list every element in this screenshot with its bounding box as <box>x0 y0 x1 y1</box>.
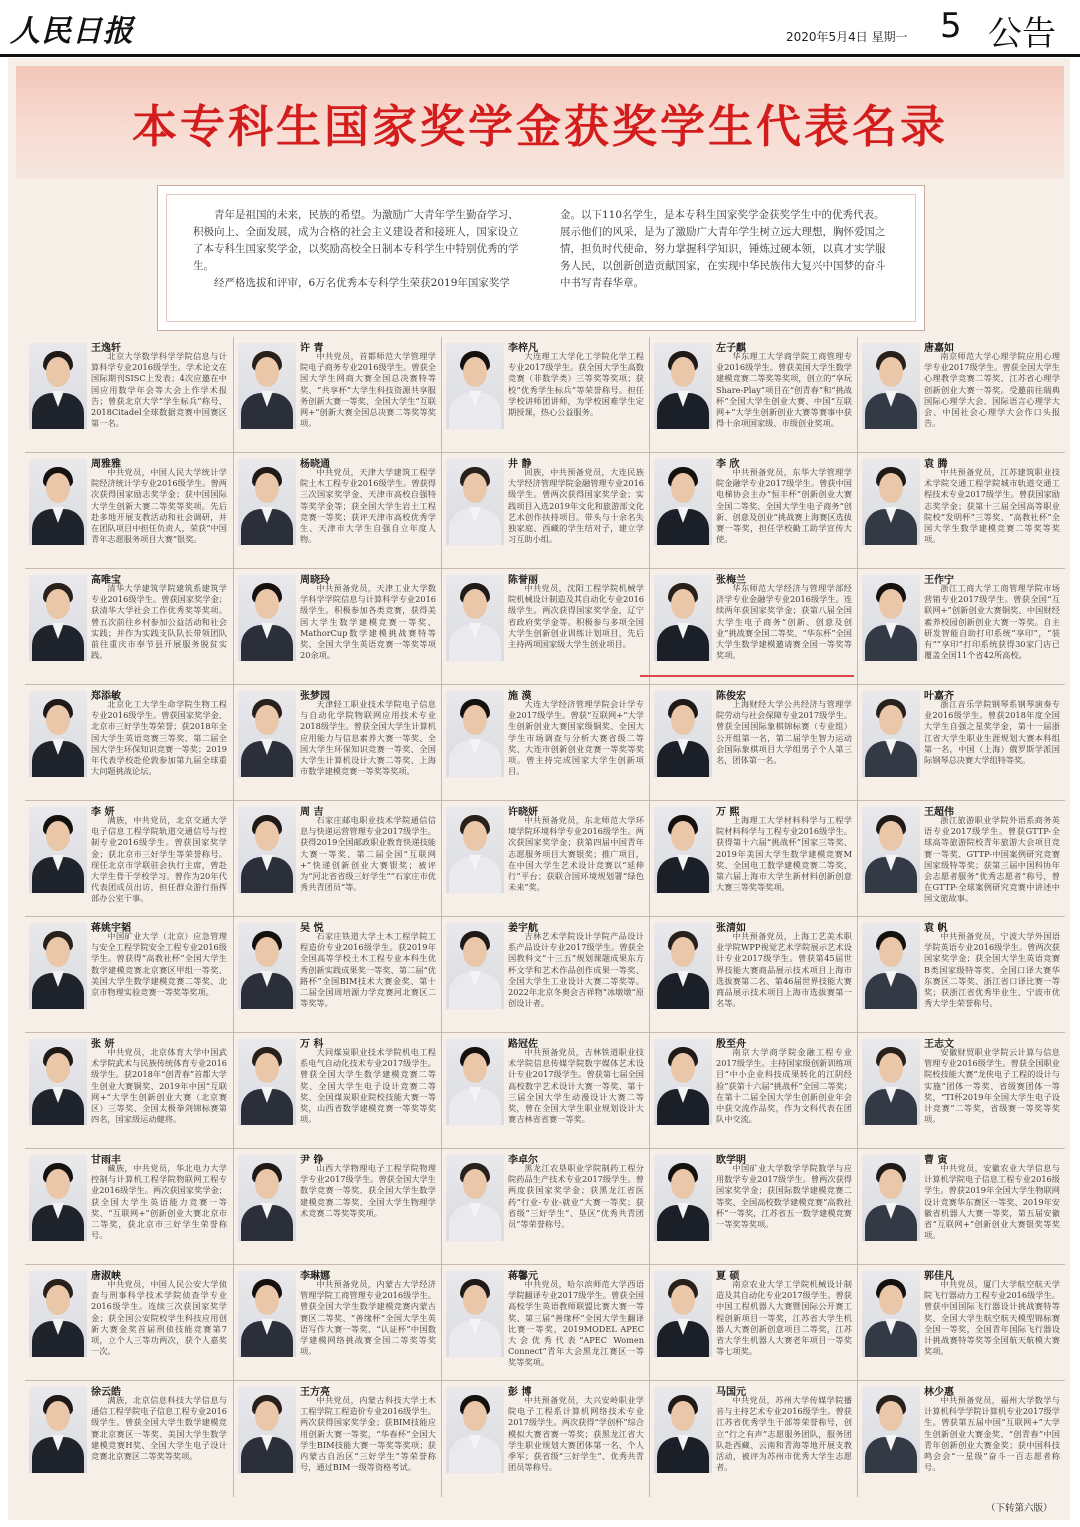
student-name: 王超伟 <box>924 807 954 818</box>
student-photo <box>654 459 712 545</box>
face-shape <box>255 589 279 619</box>
student-bio: 中共预备党员，内蒙古大学经济管理学院工商管理专业2016级学生。曾获全国大学生数学建模竞赛内蒙古赛区二等奖、“善缘杯”全国大学生英语写作大赛一等奖、“认证杯”中国数学建模网络挑战赛全国二等奖等奖项。 <box>300 1279 436 1357</box>
student-bio: 中共预备党员，江苏建筑职业技术学院交通工程学院城市轨道交通工程技术专业2017级学生。曾获国家励志奖学金；获第十三届全国高等职业院校“发明杯”三等奖、“高教社杯”全国大学生数学建模竞赛二等奖等奖项。 <box>924 467 1060 545</box>
student-name: 林少惠 <box>924 1387 954 1398</box>
student-photo <box>29 691 87 777</box>
page-title: 本专科生国家奖学金获奖学生代表名录 <box>131 100 948 153</box>
row-divider <box>25 1148 1065 1149</box>
student-bio: 浙江旅游职业学院外语系商务英语专业2017级学生。曾获GTTP-全球高等旅游院校青年旅游大会项目竞赛一等奖、GTTP-中国案例研究竞赛国家级特等奖；获第三届中国科协年会志愿者服务“优秀志愿者”称号，曾在GTTP-全球案例研究竞赛中讲述中国文旅故事。 <box>924 815 1060 904</box>
student-name: 唐淑峡 <box>91 1271 121 1282</box>
student-photo <box>446 691 504 777</box>
student-card <box>649 1265 858 1381</box>
student-name: 袁 腾 <box>924 459 948 470</box>
student-bio: 吉林艺术学院设计学院产品设计系产品设计专业2017级学生。曾获全国教科文“十三五”规划课题成果东方杯文学和艺术作品创作成果一等奖、全国大学生工业设计大赛二等奖等。2022年北京冬奥会吉祥物“冰墩墩”原创设计者。 <box>508 931 644 1009</box>
student-card <box>441 1033 650 1149</box>
student-card <box>857 1381 1066 1497</box>
student-bio: 中国矿业大学（北京）应急管理与安全工程学院安全工程专业2016级学生。曾获得“高教社杯”全国大学生数学建模竞赛北京赛区甲组一等奖、美国大学生数学建模竞赛二等奖、北京市物理实验竞赛一等奖等奖项。 <box>91 931 227 998</box>
student-bio: 华东师范大学经济与管理学部经济学专业金融学专业2016级学生。连续两年获国家奖学金；获第八届全国大学生电子商务“创新、创意及创业”挑战赛全国二等奖、“华东杯”全国大学生数学建模邀请赛全国一等奖等奖项。 <box>716 583 852 661</box>
student-card <box>25 1033 233 1149</box>
student-card <box>857 1265 1066 1381</box>
student-name: 王方亮 <box>300 1387 330 1398</box>
student-card <box>441 801 650 917</box>
student-name: 王逸轩 <box>91 343 121 354</box>
student-bio: 中共党员，安徽农业大学信息与计算机学院电子信息工程专业2016级学生。曾获2019年全国大学生物联网设计竞赛华东赛区一等奖、2019年安徽省机器人大赛一等奖，第五届安徽省“互联网+”创新创业大赛银奖等奖项。 <box>924 1163 1060 1241</box>
face-shape <box>671 821 695 851</box>
student-photo <box>446 343 504 429</box>
student-name: 李 妍 <box>91 807 115 818</box>
student-card <box>649 337 858 453</box>
student-card <box>857 801 1066 917</box>
student-name: 周 吉 <box>300 807 324 818</box>
face-shape <box>255 473 279 503</box>
row-divider <box>25 568 1065 569</box>
student-card <box>233 1033 442 1149</box>
student-bio: 中共预备党员，东北师范大学环境学院环境科学专业2016级学生。两次获国家奖学金；获第四届中国青年志愿服务项目大赛银奖；推广项目，在中国大学生艺术设计竞赛以“延伸行”平台；获联合国环境规划署“绿色未来”奖。 <box>508 815 644 893</box>
student-card <box>441 337 650 453</box>
student-card <box>441 1265 650 1381</box>
student-card <box>857 1149 1066 1265</box>
face-shape <box>671 937 695 967</box>
student-card <box>649 801 858 917</box>
student-photo <box>654 575 712 661</box>
student-name: 陈誉丽 <box>508 575 538 586</box>
student-photo <box>654 1155 712 1241</box>
face-shape <box>671 705 695 735</box>
student-card <box>857 337 1066 453</box>
student-bio: 中共党员，苏州大学传媒学院播音与主持艺术专业2016级学生。曾获江苏省优秀学生干部等荣誉称号，创立“行之有声”志愿服务团队，服务团队赴西藏、云南和青海等地开展支教活动，被评为苏州市优秀大学生志愿者。 <box>716 1395 852 1473</box>
student-photo <box>654 1387 712 1473</box>
student-photo <box>654 1039 712 1125</box>
face-shape <box>879 1401 903 1431</box>
student-bio: 中共预备党员，大兴安岭职业学院电子工程系计算机网络技术专业2017级学生。两次获得“学创杯”综合模拟大赛省赛一等奖；获黑龙江省大学生职业规划大赛团体第一名、个人季军；获省级“三好学生”、优秀共青团员等称号。 <box>508 1395 644 1473</box>
face-shape <box>879 821 903 851</box>
face-shape <box>879 473 903 503</box>
student-card <box>857 453 1066 569</box>
student-card <box>233 801 442 917</box>
face-shape <box>463 1053 487 1083</box>
student-card <box>857 1033 1066 1149</box>
student-photo <box>862 923 920 1009</box>
face-shape <box>255 1401 279 1431</box>
student-name: 甘雨丰 <box>91 1155 121 1166</box>
student-card <box>233 917 442 1033</box>
student-photo <box>862 575 920 661</box>
face-shape <box>879 1285 903 1315</box>
face-shape <box>879 937 903 967</box>
student-card <box>649 1381 858 1497</box>
student-name: 唐嘉如 <box>924 343 954 354</box>
student-card <box>857 685 1066 801</box>
student-name: 高唯宝 <box>91 575 121 586</box>
student-photo <box>654 923 712 1009</box>
student-bio: 中共党员，哈尔滨师范大学西语学院翻译专业2017级学生。曾获全国高校学生英语教师联盟比赛大赛一等奖、第三届“善缘杯”全国大学生翻译比赛一等奖，2019MODEL APEC大会优秀代表“APEC Women Connect”青年大会黑龙江赛区一等奖等奖项。 <box>508 1279 644 1368</box>
student-name: 陈俊宏 <box>716 691 746 702</box>
student-name: 李琳娜 <box>300 1271 330 1282</box>
student-bio: 回族，中共预备党员，大连民族大学经济管理学院金融管理专业2016级学生。曾两次获得国家奖学金；实践项目入选2019年文化和旅游部文化艺术创作扶持项目。带头与十余名失独家庭、西藏的学生结对子，建立学习互助小组。 <box>508 467 644 545</box>
face-shape <box>255 357 279 387</box>
student-card <box>649 685 858 801</box>
student-bio: 南京师范大学心理学院应用心理学专业2017级学生。曾获全国大学生心理教学竞赛二等奖、江苏省心理学创新创业大赛一等奖。受邀前往瑞典国际心理学大会、国际语言心理学大会、中国社会心理学大会作口头报告。 <box>924 351 1060 429</box>
student-name: 叶嘉齐 <box>924 691 954 702</box>
face-shape <box>463 589 487 619</box>
student-photo <box>654 807 712 893</box>
student-card <box>233 1149 442 1265</box>
student-bio: 北京化工大学生命学院生物工程专业2016级学生。曾获国家奖学金、北京市三好学生等荣誉；获2018年全国大学生英语竞赛三等奖、第二届全国大学生环保知识竞赛一等奖；2019年代表学校赴伦敦参加第九届全球重大问题挑战论坛。 <box>91 699 227 777</box>
student-name: 李梓凡 <box>508 343 538 354</box>
face-shape <box>671 1053 695 1083</box>
student-bio: 南京大学商学院金融工程专业2017级学生。主持国家级创新训练项目“中小企业科技成果转化的江阴经验”获第十六届“挑战杯”全国二等奖；在第十二届全国大学生创新创业年会中获交流作品奖，作为文科代表在团队中交流。 <box>716 1047 852 1125</box>
student-photo <box>29 807 87 893</box>
student-photo <box>862 343 920 429</box>
student-photo <box>238 459 296 545</box>
student-card <box>25 917 233 1033</box>
face-shape <box>671 1169 695 1199</box>
student-photo <box>862 1155 920 1241</box>
student-name: 左子麒 <box>716 343 746 354</box>
section-name: 公告 <box>988 14 1056 54</box>
student-card <box>25 337 233 453</box>
student-bio: 黑龙江农垦职业学院制药工程分院药品生产技术专业2017级学生。曾两度获国家奖学金；获黑龙江省医药“行业-专业-就业”大赛一等奖；获省级“三好学生”、垦区“优秀共青团员”等荣誉称号。 <box>508 1163 644 1230</box>
newspaper-logo: 人民日报 <box>10 14 134 49</box>
student-name: 欧学明 <box>716 1155 746 1166</box>
student-card <box>25 453 233 569</box>
student-photo <box>654 343 712 429</box>
student-photo <box>654 691 712 777</box>
student-card <box>441 917 650 1033</box>
student-card <box>233 1381 442 1497</box>
student-name: 施 漠 <box>508 691 532 702</box>
student-name: 周雅雅 <box>91 459 121 470</box>
student-bio: 清华大学建筑学院建筑系建筑学专业2016级学生。曾获国家奖学金；获清华大学社会工作优秀奖等奖项。曾五次前往乡村参加公益活动和社会实践；并作为实践支队队长带领团队前往重庆市奉节县开展服务脱贫实践。 <box>91 583 227 661</box>
student-photo <box>446 807 504 893</box>
student-name: 姜宇航 <box>508 923 538 934</box>
student-card <box>649 1033 858 1149</box>
student-name: 尹 铮 <box>300 1155 324 1166</box>
issue-date: 2020年5月4日 星期一 <box>786 30 908 44</box>
student-card <box>233 569 442 685</box>
student-photo <box>862 691 920 777</box>
row-divider <box>25 1380 1065 1381</box>
student-bio: 满族，北京信息科技大学信息与通信工程学院电子信息工程专业2016级学生。曾获全国大学生数学建模竞赛北京赛区一等奖、美国大学生数学建模竞赛H奖、全国大学生电子设计竞赛北京赛区二等奖等奖项。 <box>91 1395 227 1462</box>
student-name: 李卓尔 <box>508 1155 538 1166</box>
student-card <box>649 1149 858 1265</box>
student-card <box>25 1381 233 1497</box>
student-photo <box>29 343 87 429</box>
student-name: 袁 帆 <box>924 923 948 934</box>
student-name: 郑添敏 <box>91 691 121 702</box>
face-shape <box>671 1285 695 1315</box>
student-name: 曹 寅 <box>924 1155 948 1166</box>
student-bio: 中共预备党员，东华大学管理学院金融学专业2017级学生。曾获中国电梯协会主办“恒丰杯”创新创业大赛全国二等奖、全国大学生电子商务“创新、创意及创业”挑战赛上海赛区选拔赛一等奖，担任学校勤工助学宣传大使。 <box>716 467 852 545</box>
student-photo <box>862 459 920 545</box>
student-bio: 中共党员，首都师范大学管理学院电子商务专业2016级学生。曾获全国大学生网商大赛全国总决赛特等奖、“共享杯”大学生科技资源共享服务创新大赛一等奖、全国大学生“互联网+”创新大赛全国总决赛二等奖等奖项。 <box>300 351 436 429</box>
face-shape <box>671 589 695 619</box>
face-shape <box>463 357 487 387</box>
student-bio: 石家庄邮电职业技术学院通信信息与快递运营管理专业2017级学生。获得2019全国邮政职业教育快递技能大赛一等奖、第二届全国“互联网+”快递创新创业大赛银奖；被评为“河北省省级三好学生”“石家庄市优秀共青团员”等。 <box>300 815 436 893</box>
student-name: 杨晓通 <box>300 459 330 470</box>
student-card <box>857 569 1066 685</box>
student-bio: 南京农业大学工学院机械设计制造及其自动化专业2017级学生。曾获中国工程机器人大赛暨国际公开赛工程创新项目一等奖，江苏省大学生机器人大赛创新创意项目二等奖，江苏省大学生机器人大赛老年项目一等奖等七项奖。 <box>716 1279 852 1357</box>
student-name: 夏 硕 <box>716 1271 740 1282</box>
student-bio: 大连理工大学化工学院化学工程专业2017级学生。获全国大学生高数竞赛（非数学类）三等奖等奖项；获校“优秀学生标兵”等荣誉称号。担任学校讲师团讲师，为学校困难学生定期授课，热心公益服务。 <box>508 351 644 418</box>
row-divider <box>25 684 1065 685</box>
student-name: 王作宁 <box>924 575 954 586</box>
student-photo <box>862 1039 920 1125</box>
student-card <box>649 569 858 685</box>
student-name: 徐云皓 <box>91 1387 121 1398</box>
student-bio: 中共党员，沈阳工程学院机械学院机械设计制造及其自动化专业2016级学生。两次获得国家奖学金，辽宁省政府奖学金等。积极参与多项全国大学生创新创业训练计划项目，先后主持两项国家级大学生创业项目。 <box>508 583 644 650</box>
student-photo <box>238 807 296 893</box>
student-bio: 中共党员，内蒙古科技大学土木工程学院工程造价专业2016级学生。两次获得国家奖学金；获BIM技能应用创新大赛一等奖，“华春杯”全国大学生BIM技能大赛一等奖等奖项；获内蒙古自治区“三好学生”等荣誉称号，通过BIM一级等资格考试。 <box>300 1395 436 1473</box>
face-shape <box>463 473 487 503</box>
student-photo <box>446 1155 504 1241</box>
student-name: 许 青 <box>300 343 324 354</box>
face-shape <box>879 357 903 387</box>
student-photo <box>446 1271 504 1357</box>
student-bio: 中共预备党员，吉林铁道职业技术学院信息传媒学院数字媒体艺术设计专业2017级学生。曾获第七届全国高校数字艺术设计大赛一等奖、第十三届全国大学生动漫设计大赛二等奖，曾在全国大学生职业规划设计大赛吉林省省赛一等奖。 <box>508 1047 644 1125</box>
face-shape <box>879 705 903 735</box>
face-shape <box>671 473 695 503</box>
face-shape <box>463 705 487 735</box>
student-card <box>25 569 233 685</box>
row-divider <box>25 1032 1065 1033</box>
face-shape <box>46 357 70 387</box>
student-photo <box>446 459 504 545</box>
student-bio: 大同煤炭职业技术学院机电工程系电气自动化技术专业2017级学生。曾获全国大学生数学建模竞赛二等奖、全国大学生电子设计竞赛二等奖、全国煤炭职业院校技能大赛一等奖，山西省数学建模竞赛一等奖等奖项。 <box>300 1047 436 1125</box>
student-bio: 大连大学经济管理学院会计学专业2017级学生。曾获“互联网+”大学生创新创业大赛国家级铜奖、全国大学生市场调查与分析大赛省级二等奖、大连市创新创业竞赛一等奖等奖项。曾主持完成国家大学生创新项目。 <box>508 699 644 777</box>
student-photo <box>29 459 87 545</box>
student-card <box>233 337 442 453</box>
student-card <box>441 1381 650 1497</box>
row-divider <box>25 452 1065 453</box>
student-name: 郭佳凡 <box>924 1271 954 1282</box>
face-shape <box>671 357 695 387</box>
student-photo <box>446 1387 504 1473</box>
student-photo <box>238 923 296 1009</box>
student-name: 许晓妍 <box>508 807 538 818</box>
row-divider <box>25 1264 1065 1265</box>
intro-left-column <box>193 207 528 292</box>
student-card <box>649 453 858 569</box>
student-name: 张 妍 <box>91 1039 115 1050</box>
student-name: 张梅兰 <box>716 575 746 586</box>
row-divider <box>25 800 1065 801</box>
student-bio: 中共党员，天津大学建筑工程学院土木工程专业2016级学生。曾获得三次国家奖学金、天津市高校自强特等奖学金等；获全国大学生岩土工程竞赛一等奖；获评天津市高校优秀学生、天津市大学生自强自立年度人物。 <box>300 467 436 545</box>
highlight-underline <box>640 675 854 677</box>
student-bio: 山西大学物理电子工程学院物理学专业2017级学生。曾获全国大学生数学竞赛一等奖、获全国大学生数学建模竞赛二等奖、全国大学生物理学术竞赛二等奖等奖项。 <box>300 1163 436 1218</box>
student-photo <box>238 691 296 777</box>
student-photo <box>29 575 87 661</box>
face-shape <box>46 705 70 735</box>
student-name: 殷至舟 <box>716 1039 746 1050</box>
student-name: 李 欣 <box>716 459 740 470</box>
face-shape <box>463 1285 487 1315</box>
student-name: 万 熙 <box>716 807 740 818</box>
student-bio: 中共预备党员，天津工业大学数学科学学院信息与计算科学专业2016级学生。积极参加各类竞赛，获得美国大学生数学建模竞赛一等奖、MathorCup数学建模挑战赛特等奖、全国大学生英语竞赛一等奖等项20余项。 <box>300 583 436 661</box>
face-shape <box>463 1401 487 1431</box>
masthead <box>0 0 1080 57</box>
face-shape <box>46 1053 70 1083</box>
face-shape <box>46 821 70 851</box>
student-card <box>857 917 1066 1033</box>
student-photo <box>238 1039 296 1125</box>
face-shape <box>879 1053 903 1083</box>
student-name: 周晓玲 <box>300 575 330 586</box>
face-shape <box>255 705 279 735</box>
student-photo <box>446 1039 504 1125</box>
face-shape <box>46 1169 70 1199</box>
face-shape <box>463 937 487 967</box>
face-shape <box>255 1285 279 1315</box>
student-photo <box>29 1039 87 1125</box>
student-photo <box>29 1155 87 1241</box>
student-bio: 中共党员，中国人民公安大学侦查与刑事科学技术学院侦查学专业2016级学生。连续三次获国家奖学金；获全国公安院校学生科技应用创新大赛金奖首届刑侦技能竞赛第7项，立个人三等功两次，获个人嘉奖一次。 <box>91 1279 227 1357</box>
face-shape <box>879 589 903 619</box>
student-photo <box>29 1387 87 1473</box>
student-card <box>649 917 858 1033</box>
face-shape <box>46 937 70 967</box>
student-bio: 北京大学数学科学学院信息与计算科学专业2016级学生。学术论文在国际期刊SISC上发表；4次应邀在中国应用数学年会等大会上作学术报告；曾获北京大学“学生标兵”称号、2018Citadel全球数据竞赛中国赛区第一名。 <box>91 351 227 429</box>
student-name: 路冠佐 <box>508 1039 538 1050</box>
face-shape <box>46 589 70 619</box>
face-shape <box>671 1401 695 1431</box>
student-bio: 藏族，中共党员，华北电力大学控制与计算机工程学院物联网工程专业2016级学生。两次获国家奖学金；获全国大学生英语能力竞赛一等奖、“互联网+”创新创业大赛北京市二等奖，获北京市三好学生荣誉称号。 <box>91 1163 227 1241</box>
student-photo <box>238 1387 296 1473</box>
student-bio: 上海财经大学公共经济与管理学院劳动与社会保障专业2017级学生。曾获全国国际象棋锦标赛（专业组）公开组第一名，第二届学生智力运动会国际象棋项目大学组男子个人第三名，团体第一名。 <box>716 699 852 766</box>
face-shape <box>255 937 279 967</box>
student-name: 万 科 <box>300 1039 324 1050</box>
student-name: 蒋姚宇韬 <box>91 923 131 934</box>
student-photo <box>862 807 920 893</box>
student-bio: 中共预备党员，福州大学数学与计算机科学学院计算机专业2017级学生。曾获第五届中国“互联网+”大学生创新创业大赛金奖、“创青春”中国青年创新创业大赛金奖；获中国科技鸣会会“一星级”奋斗一百志愿者称号。 <box>924 1395 1060 1473</box>
student-name: 马国元 <box>716 1387 746 1398</box>
student-name: 彭 博 <box>508 1387 532 1398</box>
student-bio: 中国矿业大学数学学院数学与应用数学专业2017级学生。曾两次获得国家奖学金；获国际数学建模竞赛二等奖、全国高校数学建模竞赛“高教社杯”一等奖，江苏省五一数学建模竞赛一等奖等奖项。 <box>716 1163 852 1230</box>
student-name: 吴 悦 <box>300 923 324 934</box>
student-card <box>25 1265 233 1381</box>
student-bio: 上海理工大学材料科学与工程学院材料科学与工程专业2016级学生。获得第十六届“挑战杯”国家三等奖、2019年美国大学生数学建模竞赛M奖、全国电工数学建模竞赛二等奖、第六届上海市大学生新材料创新创意大赛三等奖等奖项。 <box>716 815 852 893</box>
student-card <box>233 1265 442 1381</box>
student-bio: 华东理工大学商学院工商管理专业2016级学生。曾获美国大学生数学建模竞赛二等奖等奖项，创立的“享玩Share-Play”项目在“创青春”和“挑战杯”全国大学生创业大赛、中国“互联网+”大学生创新创业大赛等赛事中获得十余项国家级、市级创业奖项。 <box>716 351 852 429</box>
student-photo <box>238 1155 296 1241</box>
continued-note: （下转第六版） <box>986 1503 1053 1514</box>
student-bio: 中共预备党员，宁波大学外国语学院英语专业2016级学生。曾两次获国家奖学金；获全国大学生英语竞赛B类国家级特等奖、全国口译大赛华东赛区二等奖、浙江省口译比赛一等奖；获浙江省优秀毕业生、宁波市优秀大学生荣誉称号。 <box>924 931 1060 1009</box>
student-name: 蒋馨元 <box>508 1271 538 1282</box>
row-divider <box>25 916 1065 917</box>
student-bio: 石家庄铁道大学土木工程学院工程造价专业2016级学生。获2019年全国高等学校土木工程专业本科生优秀创新实践成果奖一等奖、第二届“优路杯”全国BIM技术大赛金奖、第十二届全国周培源力学竞赛河北赛区二等奖等。 <box>300 931 436 1009</box>
student-photo <box>29 923 87 1009</box>
face-shape <box>463 821 487 851</box>
student-bio: 浙江工商大学工商管理学院市场营销专业2017级学生。曾获全国“互联网+”创新创业大赛铜奖、中国财经素养校园创新创业大赛一等奖。自主研发智能自助打印系统“享印”，“装有”“享印”打印系统获得30家门店已覆盖全国11个省42所高校。 <box>924 583 1060 661</box>
student-bio: 天津轻工职业技术学院电子信息与自动化学院物联网应用技术专业2018级学生。曾获全国大学生计算机应用能力与信息素养大赛一等奖、全国大学生环保知识竞赛一等奖、全国大学生计算机设计大赛二等奖、上海市数学建模竞赛一等奖等奖项。 <box>300 699 436 777</box>
intro-paragraph-3: 金。以下110名学生，是本专科生国家奖学金获奖学生中的优秀代表。展示他们的风采，是为了激励广大青年学生树立远大理想，胸怀爱国之情，担负时代使命，努力掌握科学知识，锤炼过硬本领，以真才实学服务人民，以创新创造贡献国家，在实现中华民族伟大复兴中国梦的奋斗中书写青春华章。 <box>560 209 886 289</box>
face-shape <box>46 1285 70 1315</box>
student-card <box>233 685 442 801</box>
student-card <box>441 685 650 801</box>
student-photo <box>862 1387 920 1473</box>
student-card <box>25 801 233 917</box>
student-card <box>25 1149 233 1265</box>
intro-paragraph-1: 青年是祖国的未来，民族的希望。为激励广大青年学生勤奋学习、积极向上、全面发展，成为合格的社会主义建设者和接班人，国家设立了本专科生国家奖学金，以奖励高校全日制本专科学生中特别优秀的学生。 <box>193 209 519 272</box>
face-shape <box>255 821 279 851</box>
student-photo <box>654 1271 712 1357</box>
face-shape <box>46 1401 70 1431</box>
student-card <box>25 685 233 801</box>
student-name: 张清如 <box>716 923 746 934</box>
face-shape <box>255 1169 279 1199</box>
student-bio: 中共党员，中国人民大学统计学院经济统计学专业2016级学生。曾两次获得国家励志奖学金；获中国国际大学生创新大赛二等奖等奖项。先后赴多地开展支教活动和社会调研，并在团队项目中担任负责人，荣获“中国青年志愿服务项目大赛”银奖。 <box>91 467 227 545</box>
intro-paragraph-2: 经严格选拔和评审，6万名优秀本专科学生荣获2019年国家奖学 <box>214 277 510 289</box>
student-photo <box>238 343 296 429</box>
student-photo <box>446 575 504 661</box>
student-bio: 中共党员，北京体育大学中国武术学院武术与民族传统体育专业2016级学生。获2018年“创青春”首都大学生创业大赛铜奖、2019年中国“互联网+”大学生创新创业大赛（北京赛区）三等奖、全国太极拳剑锦标赛第四名，国家级运动健将。 <box>91 1047 227 1125</box>
student-photo <box>862 1271 920 1357</box>
student-card <box>441 569 650 685</box>
student-photo <box>29 1271 87 1357</box>
student-name: 井 静 <box>508 459 532 470</box>
student-bio: 满族，中共党员，北京交通大学电子信息工程学院轨道交通信号与控制专业2016级学生。曾获国家奖学金；获北京市三好学生等荣誉称号。现任北京市学联驻会执行主席，曾赴大学生骨干学校学习。曾作为20年代代表团成员出访，担任群众游行指挥部办公室干事。 <box>91 815 227 904</box>
face-shape <box>46 473 70 503</box>
student-bio: 中共党员，厦门大学航空航天学院飞行器动力工程专业2016级学生。曾获中国国际飞行器设计挑战赛特等奖、全国大学生航空航天模型锦标赛全国一等奖，全国青年国际飞行器设计挑战赛特等奖等全国航天航模大赛奖项。 <box>924 1279 1060 1357</box>
face-shape <box>255 1053 279 1083</box>
student-photo <box>238 1271 296 1357</box>
page-number: 5 <box>940 6 962 46</box>
student-name: 王志文 <box>924 1039 954 1050</box>
student-card <box>233 453 442 569</box>
student-bio: 安徽财贸职业学院云计算与信息管理专业2016级学生。曾获全国职业院校技能大赛“龙侠电子工程的设计与实施”团体一等奖、省级赛团体一等奖，“TI杯2019年全国大学生电子设计竞赛”二等奖，省级赛一等奖等奖项。 <box>924 1047 1060 1125</box>
student-photo <box>238 575 296 661</box>
student-card <box>441 1149 650 1265</box>
student-bio: 浙江音乐学院钢琴系钢琴演奏专业2016级学生。曾获2018年度全国大学生自强之星奖学金，第十一届浙江省大学生职业生涯规划大赛本科组第一名，中国（上海）俄罗斯学派国际钢琴总决赛大学组特等奖。 <box>924 699 1060 766</box>
student-name: 张梦园 <box>300 691 330 702</box>
face-shape <box>463 1169 487 1199</box>
intro-right-column <box>560 207 895 292</box>
student-bio: 中共预备党员，上海工艺美术职业学院WPP视觉艺术学院展示艺术设计专业2017级学生。曾获第45届世界技能大赛商品展示技术项目上海市选拔赛第二名、第46届世界技能大赛商品展示技术项目上海市选拔赛第一名等。 <box>716 931 852 1009</box>
student-card <box>441 453 650 569</box>
face-shape <box>879 1169 903 1199</box>
student-photo <box>446 923 504 1009</box>
